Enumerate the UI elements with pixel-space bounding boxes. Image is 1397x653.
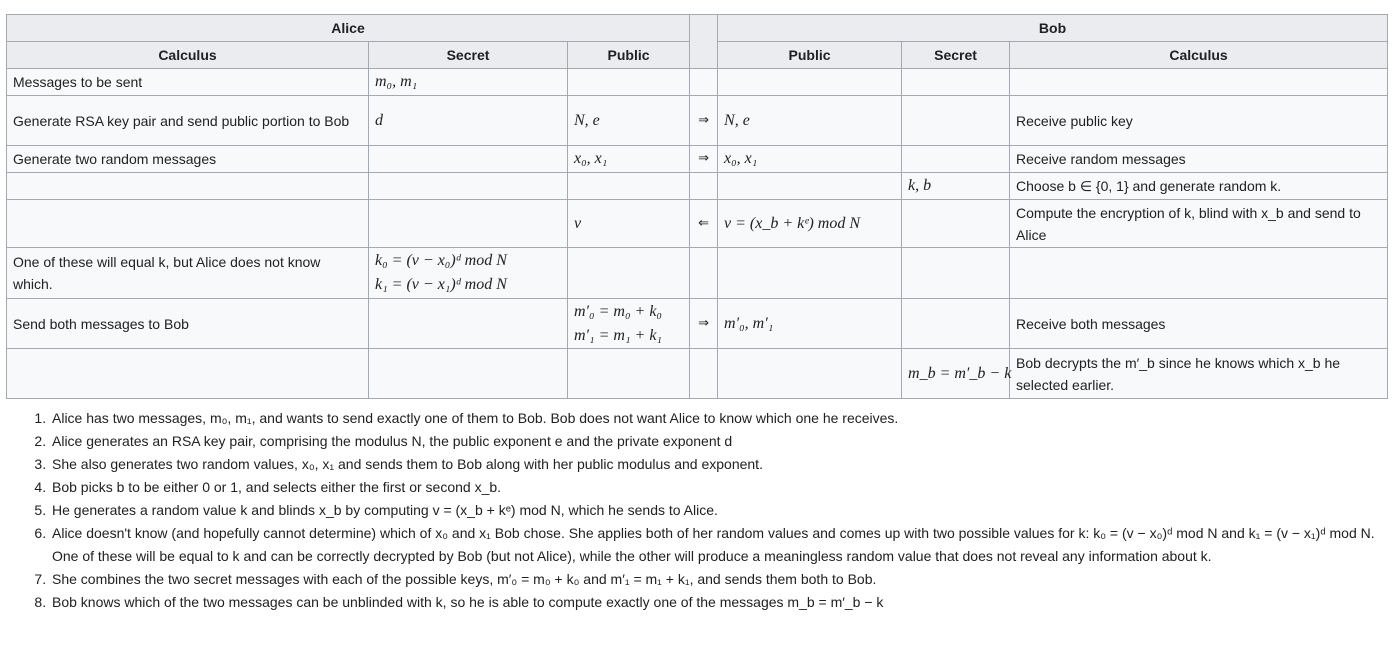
bob-header: Bob [718, 15, 1388, 42]
bob-public-cell: x₀, x₁ [718, 146, 902, 173]
alice-secret-header: Secret [369, 42, 568, 69]
alice-calculus-cell: One of these will equal k, but Alice does not know which. [7, 248, 369, 299]
bob-secret-cell: m_b = m′_b − k [902, 349, 1010, 399]
bob-public-cell: m′₀, m′₁ [718, 299, 902, 349]
m1-prime-formula: m′₁ = m₁ + k₁ [574, 326, 662, 344]
alice-secret-cell [369, 248, 568, 299]
arrow-cell [690, 69, 718, 96]
alice-calculus-cell [7, 173, 369, 200]
alice-public-cell: x₀, x₁ [568, 146, 690, 173]
alice-public-cell [568, 173, 690, 200]
bob-secret-cell [902, 146, 1010, 173]
bob-calculus-cell: Compute the encryption of k, blind with x_b and send to Alice [1010, 200, 1388, 248]
alice-secret-cell [369, 173, 568, 200]
table-row [7, 200, 1388, 248]
table-row [7, 69, 1388, 96]
alice-secret-cell [369, 146, 568, 173]
alice-public-cell [568, 69, 690, 96]
bob-calculus-cell [1010, 69, 1388, 96]
bob-secret-cell [902, 69, 1010, 96]
alice-public-cell [568, 248, 690, 299]
alice-calculus-cell: Messages to be sent [7, 69, 369, 96]
alice-calculus-cell [7, 200, 369, 248]
protocol-steps-list [6, 407, 1390, 614]
table-row [7, 173, 1388, 200]
list-item: 4. Bob picks b to be either 0 or 1, and selects either the first or second x_b. [50, 476, 1390, 499]
bob-calculus-cell: Receive random messages [1010, 146, 1388, 173]
bob-public-cell: v = (x_b + kᵉ) mod N [718, 200, 902, 248]
bob-secret-cell: k, b [902, 173, 1010, 200]
k1-formula: k₁ = (v − x₁)ᵈ mod N [375, 276, 507, 293]
list-item: 2. Alice generates an RSA key pair, comprising the modulus N, the public exponent e and the private exponent d [50, 430, 1390, 453]
alice-calculus-cell [7, 349, 369, 399]
list-item: 8. Bob knows which of the two messages can be unblinded with k, so he is able to compute exactly one of the messages m_b = m′_b − k [50, 591, 1390, 614]
bob-calculus-header: Calculus [1010, 42, 1388, 69]
m0-prime-formula: m′₀ = m₀ + k₀ [574, 302, 662, 320]
arrow-cell: ⇒ [690, 299, 718, 349]
arrow-cell [690, 248, 718, 299]
list-item: 5. He generates a random value k and blinds x_b by computing v = (x_b + kᵉ) mod N, which he sends to Alice. [50, 499, 1390, 522]
alice-calculus-header: Calculus [7, 42, 369, 69]
list-item: 7. She combines the two secret messages with each of the possible keys, m′₀ = m₀ + k₀ and m′₁ = m₁ + k₁, and sends them both to Bob. [50, 568, 1390, 591]
bob-public-cell [718, 349, 902, 399]
alice-secret-cell [369, 349, 568, 399]
bob-secret-cell [902, 299, 1010, 349]
alice-public-cell [568, 299, 690, 349]
bob-public-header: Public [718, 42, 902, 69]
table-row [7, 146, 1388, 173]
bob-calculus-cell: Bob decrypts the m′_b since he knows which x_b he selected earlier. [1010, 349, 1388, 399]
alice-public-cell [568, 349, 690, 399]
bob-calculus-cell: Receive both messages [1010, 299, 1388, 349]
alice-public-header: Public [568, 42, 690, 69]
bob-public-cell [718, 173, 902, 200]
bob-public-cell: N, e [718, 96, 902, 146]
table-row [7, 248, 1388, 299]
alice-public-cell: N, e [568, 96, 690, 146]
arrow-cell: ⇒ [690, 146, 718, 173]
alice-secret-cell [369, 200, 568, 248]
bob-secret-cell [902, 200, 1010, 248]
arrow-cell: ⇒ [690, 96, 718, 146]
alice-header: Alice [7, 15, 690, 42]
oblivious-transfer-table [6, 14, 1388, 399]
alice-secret-cell [369, 299, 568, 349]
bob-calculus-cell: Receive public key [1010, 96, 1388, 146]
arrow-header [690, 15, 718, 69]
arrow-cell [690, 349, 718, 399]
list-item: 3. She also generates two random values, x₀, x₁ and sends them to Bob along with her public modulus and exponent. [50, 453, 1390, 476]
bob-secret-cell [902, 248, 1010, 299]
alice-secret-cell: m₀, m₁ [369, 69, 568, 96]
alice-public-cell: v [568, 200, 690, 248]
bob-secret-cell [902, 96, 1010, 146]
alice-calculus-cell: Generate RSA key pair and send public portion to Bob [7, 96, 369, 146]
party-header-row [7, 15, 1388, 42]
bob-secret-header: Secret [902, 42, 1010, 69]
arrow-cell [690, 173, 718, 200]
bob-public-cell [718, 69, 902, 96]
alice-secret-cell: d [369, 96, 568, 146]
list-item: 1. Alice has two messages, m₀, m₁, and wants to send exactly one of them to Bob. Bob does not want Alice to know which one he receives. [50, 407, 1390, 430]
k0-formula: k₀ = (v − x₀)ᵈ mod N [375, 252, 507, 269]
table-row [7, 349, 1388, 399]
bob-calculus-cell [1010, 248, 1388, 299]
arrow-cell: ⇐ [690, 200, 718, 248]
alice-calculus-cell: Send both messages to Bob [7, 299, 369, 349]
alice-calculus-cell: Generate two random messages [7, 146, 369, 173]
list-item: 6. Alice doesn't know (and hopefully cannot determine) which of x₀ and x₁ Bob chose. She applies both of her random values and comes up with two possible values for k: k₀ = (v − x₀)ᵈ mod N and k₁ = (v − x₁)ᵈ mod N. One of these will be equal to k and can be correctly decrypted by Bob (but not Alice), while the other will produce a meaningless random value that does not reveal any information about k. [50, 522, 1390, 568]
bob-public-cell [718, 248, 902, 299]
table-row [7, 299, 1388, 349]
bob-calculus-cell: Choose b ∈ {0, 1} and generate random k. [1010, 173, 1388, 200]
table-row [7, 96, 1388, 146]
